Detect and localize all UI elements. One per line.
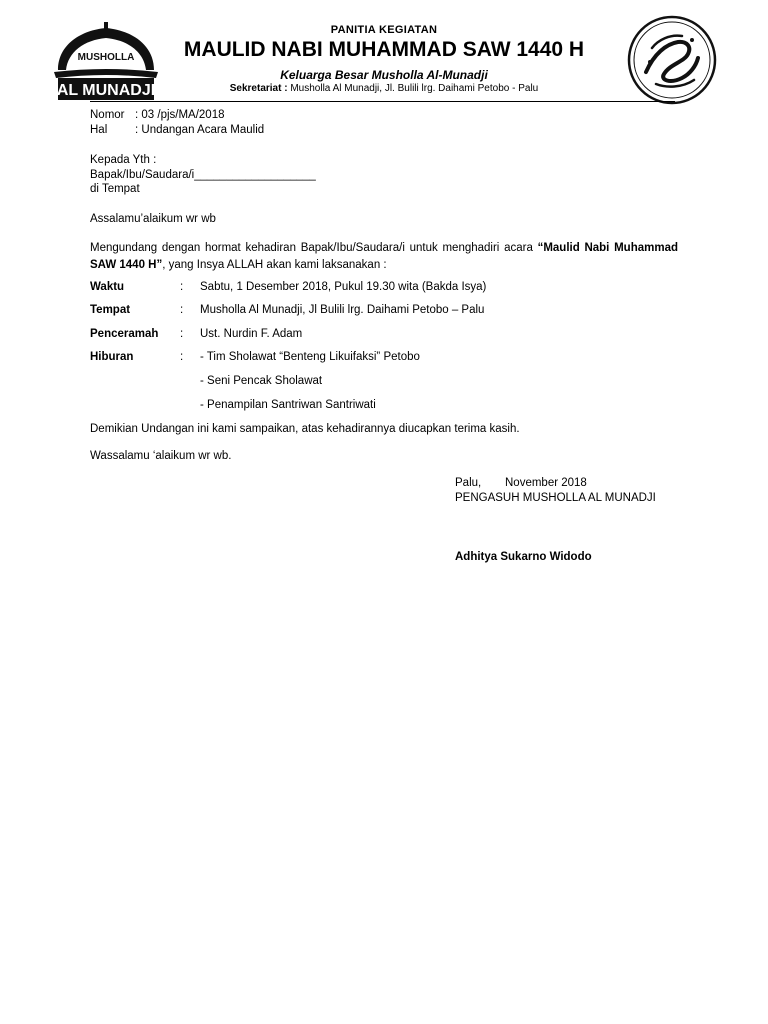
nomor-value: : 03 /pjs/MA/2018 xyxy=(135,109,225,121)
logo-bottom-text: AL MUNADJI xyxy=(56,82,156,99)
secretariat-line xyxy=(0,83,768,94)
detail-colon: : xyxy=(180,351,184,363)
organization-subtitle: Keluarga Besar Musholla Al-Munadji xyxy=(280,68,488,82)
hal-value: : Undangan Acara Maulid xyxy=(135,124,265,136)
hiburan-item: - Penampilan Santriwan Santriwati xyxy=(200,399,376,411)
kepada-line: Kepada Yth : xyxy=(90,154,157,166)
page-title: MAULID NABI MUHAMMAD SAW 1440 H xyxy=(183,38,585,61)
hiburan-item: - Seni Pencak Sholawat xyxy=(200,375,323,387)
detail-label-hiburan: Hiburan xyxy=(90,351,134,363)
greeting: Assalamu’alaikum wr wb xyxy=(90,213,216,225)
intro-before: Mengundang dengan hormat kehadiran Bapak/Ibu/Saudara/i untuk menghadiri acara xyxy=(90,242,538,254)
nomor-label: Nomor xyxy=(90,109,125,121)
logo-top-text: MUSHOLLA xyxy=(77,52,135,63)
detail-label-penceramah: Penceramah xyxy=(90,328,159,340)
detail-label-tempat: Tempat xyxy=(90,304,131,316)
secretariat-address: Musholla Al Munadji, Jl. Bulili lrg. Daihami Petobo - Palu xyxy=(290,83,539,94)
detail-colon: : xyxy=(180,304,184,316)
detail-label-waktu: Waktu xyxy=(90,281,125,293)
intro-after: , yang Insya ALLAH akan kami laksanakan : xyxy=(162,259,387,271)
place-line: di Tempat xyxy=(90,183,140,195)
closing-paragraph: Demikian Undangan ini kami sampaikan, atas kehadirannya diucapkan terima kasih. xyxy=(90,423,520,435)
detail-value-waktu: Sabtu, 1 Desember 2018, Pukul 19.30 wita (Bakda Isya) xyxy=(200,281,487,293)
nomor-line xyxy=(90,109,225,121)
intro-event: “Maulid Nabi Muhammad SAW 1440 H” xyxy=(90,242,678,271)
farewell: Wassalamu ‘alaikum wr wb. xyxy=(90,450,232,462)
sign-date: November 2018 xyxy=(505,477,587,489)
recipient-line: Bapak/Ibu/Saudara/i___________________ xyxy=(90,169,316,181)
detail-colon: : xyxy=(180,328,184,340)
header-divider xyxy=(90,101,675,102)
sign-city: Palu, xyxy=(455,477,482,489)
sign-role: PENGASUH MUSHOLLA AL MUNADJI xyxy=(455,492,656,504)
intro-paragraph xyxy=(90,240,678,274)
detail-colon: : xyxy=(180,281,184,293)
detail-value-tempat: Musholla Al Munadji, Jl Bulili lrg. Daihami Petobo – Palu xyxy=(200,304,485,316)
sign-date-line xyxy=(455,477,587,489)
hal-label: Hal xyxy=(90,124,108,136)
secretariat-label: Sekretariat : xyxy=(229,83,288,94)
sign-name: Adhitya Sukarno Widodo xyxy=(455,551,592,563)
detail-value-hiburan: - Tim Sholawat “Benteng Likuifaksi” Petobo xyxy=(200,351,420,363)
detail-value-penceramah: Ust. Nurdin F. Adam xyxy=(200,328,303,340)
hal-line xyxy=(90,124,264,136)
committee-label: PANITIA KEGIATAN xyxy=(330,24,438,36)
